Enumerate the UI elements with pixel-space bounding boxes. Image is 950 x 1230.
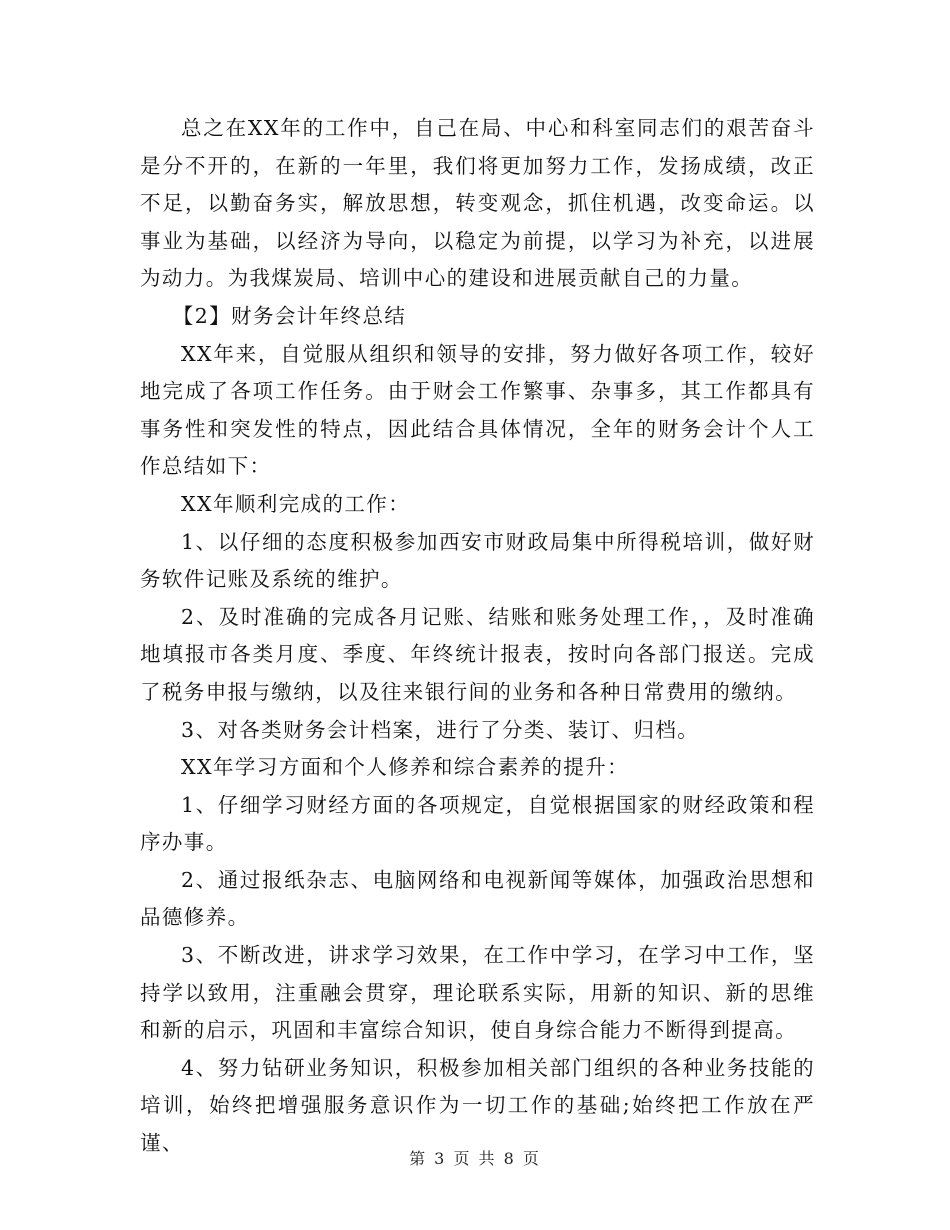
page-number-footer: 第 3 页 共 8 页 bbox=[409, 1149, 541, 1168]
list-item-study-2: 2、通过报纸杂志、电脑网络和电视新闻等媒体，加强政治思想和品德修养。 bbox=[140, 867, 815, 930]
list-item-work-2: 2、及时准确的完成各月记账、结账和账务处理工作，，及时准确地填报市各类月度、季度、年终统计报表，按时向各部门报送。完成了税务申报与缴纳，以及往来银行间的业务和各种日常费用的缴纳。 bbox=[140, 604, 815, 704]
document-body bbox=[140, 110, 815, 1163]
section-heading: 【2】财务会计年终总结 bbox=[172, 303, 407, 328]
list-item-study-3: 3、不断改进，讲求学习效果，在工作中学习，在学习中工作，坚持学以致用，注重融会贯穿，理论联系实际，用新的知识、新的思维和新的启示，巩固和丰富综合知识，使自身综合能力不断得到提高。 bbox=[140, 943, 815, 1043]
paragraph-completed-work-heading: XX年顺利完成的工作： bbox=[181, 491, 411, 516]
paragraph-intro: XX年来，自觉服从组织和领导的安排，努力做好各项工作，较好地完成了各项工作任务。由于财会工作繁事、杂事多，其工作都具有事务性和突发性的特点，因此结合具体情况，全年的财务会计个人工作总结如下： bbox=[140, 341, 815, 479]
list-item-study-1: 1、仔细学习财经方面的各项规定，自觉根据国家的财经政策和程序办事。 bbox=[140, 792, 815, 855]
paragraph-study-heading: XX年学习方面和个人修养和综合素养的提升： bbox=[181, 755, 630, 780]
list-item-work-3: 3、对各类财务会计档案，进行了分类、装订、归档。 bbox=[181, 717, 700, 742]
paragraph-summary: 总之在XX年的工作中，自己在局、中心和科室同志们的艰苦奋斗是分不开的，在新的一年里，我们将更加努力工作，发扬成绩，改正不足，以勤奋务实，解放思想，转变观念，抓住机遇，改变命运。以事业为基础，以经济为导向，以稳定为前提，以学习为补充，以进展为动力。为我煤炭局、培训中心的建设和进展贡献自己的力量。 bbox=[140, 116, 815, 291]
list-item-study-4: 4、努力钻研业务知识，积极参加相关部门组织的各种业务技能的培训，始终把增强服务意识作为一切工作的基础;始终把工作放在严谨、 bbox=[140, 1055, 815, 1156]
list-item-work-1: 1、以仔细的态度积极参加西安市财政局集中所得税培训，做好财务软件记账及系统的维护。 bbox=[140, 529, 815, 592]
